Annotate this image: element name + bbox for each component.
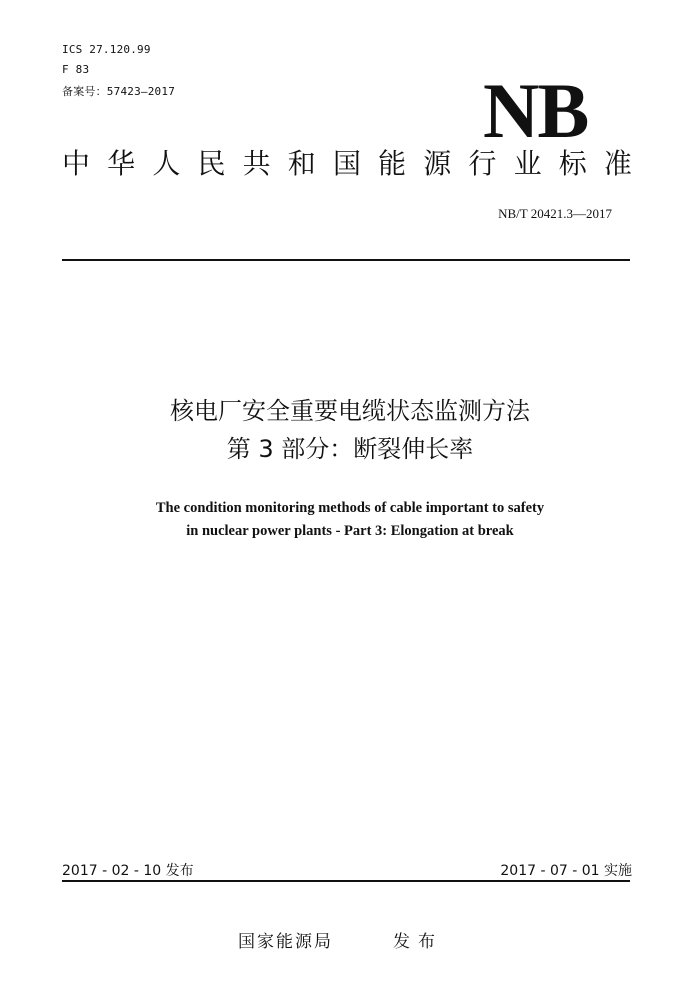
title-en-line2: in nuclear power plants - Part 3: Elongation at break bbox=[186, 523, 514, 539]
standard-number: NB/T 20421.3—2017 bbox=[498, 206, 612, 221]
org-title-char: 准 bbox=[603, 147, 632, 180]
ccs-code: F 83 bbox=[62, 63, 90, 76]
org-title-char: 共 bbox=[242, 147, 271, 180]
title-cn-line2: 第 3 部分：断裂伸长率 bbox=[226, 435, 474, 463]
publish-word: 发布 bbox=[393, 932, 443, 952]
org-title bbox=[62, 146, 632, 182]
implementation-date: 2017 - 07 - 01 实施 bbox=[500, 863, 632, 879]
org-title-char: 能 bbox=[378, 147, 407, 180]
bottom-divider bbox=[62, 880, 630, 882]
org-title-char: 行 bbox=[468, 147, 497, 180]
org-title-char: 业 bbox=[513, 147, 542, 180]
title-en-line1: The condition monitoring methods of cable important to safety bbox=[155, 500, 545, 516]
org-title-char: 和 bbox=[287, 147, 316, 180]
publisher: 国家能源局 bbox=[238, 932, 333, 952]
org-title-char: 中 bbox=[62, 147, 91, 180]
org-title-char: 人 bbox=[152, 147, 181, 180]
org-title-char: 国 bbox=[332, 147, 361, 180]
org-title-char: 民 bbox=[197, 147, 226, 180]
title-cn-line1: 核电厂安全重要电缆状态监测方法 bbox=[170, 397, 530, 425]
issue-date: 2017 - 02 - 10 发布 bbox=[62, 863, 194, 879]
org-title-char: 源 bbox=[423, 147, 452, 180]
org-title-char: 华 bbox=[107, 147, 136, 180]
filing-number: 备案号：57423—2017 bbox=[62, 85, 176, 98]
org-title-char: 标 bbox=[558, 147, 587, 180]
ics-code: ICS 27.120.99 bbox=[62, 43, 151, 56]
top-divider bbox=[62, 259, 630, 261]
nb-logo: NB bbox=[483, 67, 588, 154]
